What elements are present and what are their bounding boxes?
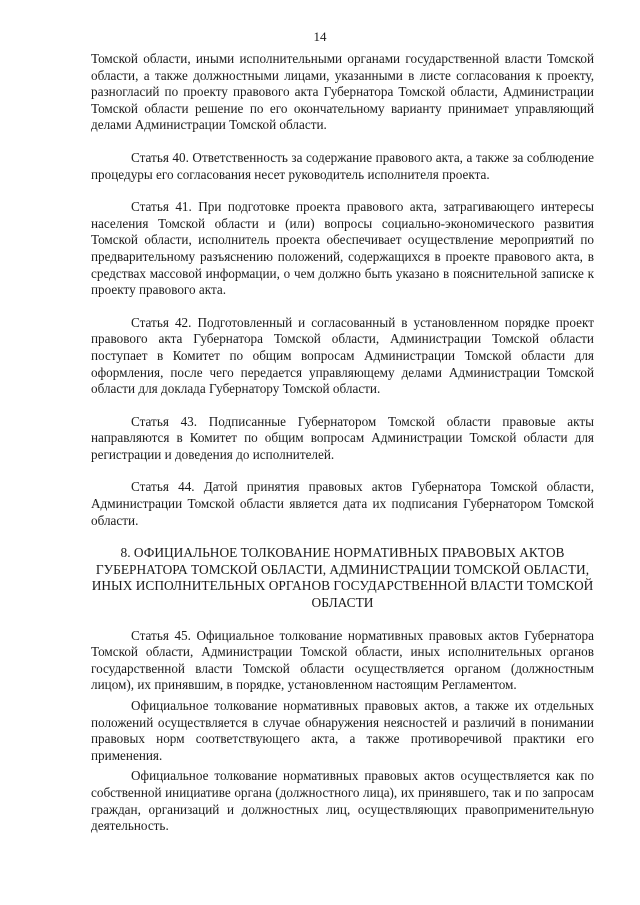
article-42 <box>91 315 594 398</box>
article-44 <box>91 479 594 529</box>
paragraph-continuation: Томской области, иными исполнительными органами государственной власти Томской области, а также должностными лицами, указанными в листе согласования к проекту, разногласий по проекту правового акта Губернатора Томской области, Администрации Томской области решение по его окончательному варианту принимает управляющий делами Администрации Томской области. <box>91 51 594 133</box>
article-45 <box>91 628 594 694</box>
document-body <box>91 51 594 835</box>
article-40-text: Ответственность за содержание правового акта, а также за соблюдение процедуры его согласования несет руководитель исполнителя проекта. <box>91 149 595 182</box>
article-45-paragraph-2: Официальное толкование нормативных правовых актов, а также их отдельных положений осуществляется в случае обнаружения неясностей и различий в понимании правовых норм соответствующего акта, а также противоречивой практики его применения. <box>91 698 594 763</box>
article-43-label: Статья 43. <box>131 413 198 429</box>
article-44-text: Датой принятия правовых актов Губернатора Томской области, Администрации Томской области является дата их подписания Губернатором Томской области. <box>91 479 594 528</box>
section-heading: 8. ОФИЦИАЛЬНОЕ ТОЛКОВАНИЕ НОРМАТИВНЫХ ПРАВОВЫХ АКТОВ ГУБЕРНАТОРА ТОМСКОЙ ОБЛАСТИ, АДМИНИСТРАЦИИ ТОМСКОЙ ОБЛАСТИ, ИНЫХ ИСПОЛНИТЕЛЬНЫХ ОРГАНОВ ГОСУДАРСТВЕННОЙ ВЛАСТИ ТОМСКОЙ ОБЛАСТИ <box>91 545 594 611</box>
article-41-label: Статья 41. <box>131 199 192 215</box>
article-42-text: Подготовленный и согласованный в установленном порядке проект правового акта Губернатора Томской области, Администрации Томской области поступает в Комитет по общим вопросам Администрации Томской области для оформления, после чего передается управляющему делами Администрации Томской области для доклада Губернатору Томской области. <box>91 314 595 397</box>
article-42-label: Статья 42. <box>131 314 192 330</box>
article-45-label: Статья 45. <box>131 627 191 643</box>
page-number: 14 <box>313 29 327 44</box>
article-40 <box>91 150 594 183</box>
article-41-text: При подготовке проекта правового акта, затрагивающего интересы населения Томской области и (или) вопросы социально-экономического развития Томской области, исполнитель проекта обеспечивает осуществление мероприятий по предварительному разъяснению положений, содержащихся в проекте правового акта, в средствах массовой информации, о чем должно быть указано в пояснительной записке к проекту правового акта. <box>91 199 594 298</box>
article-43 <box>91 414 594 464</box>
article-41 <box>91 199 594 299</box>
article-40-label: Статья 40. <box>131 149 189 165</box>
article-44-label: Статья 44. <box>131 479 195 495</box>
article-45-paragraph-3: Официальное толкование нормативных правовых актов осуществляется как по собственной инициативе органа (должностного лица), их принявшего, так и по запросам граждан, организаций и должностных лиц, осуществляющих правоприменительную деятельность. <box>91 768 594 834</box>
article-45-text: Официальное толкование нормативных правовых актов Губернатора Томской области, Администрации Томской области, иных исполнительных органов государственной власти Томской области осуществляется органом (должностным лицом), их принявшим, в порядке, установленном настоящим Регламентом. <box>91 627 594 693</box>
article-43-text: Подписанные Губернатором Томской области правовые акты направляются в Комитет по общим вопросам Администрации Томской области для регистрации и доведения до исполнителей. <box>91 413 594 462</box>
